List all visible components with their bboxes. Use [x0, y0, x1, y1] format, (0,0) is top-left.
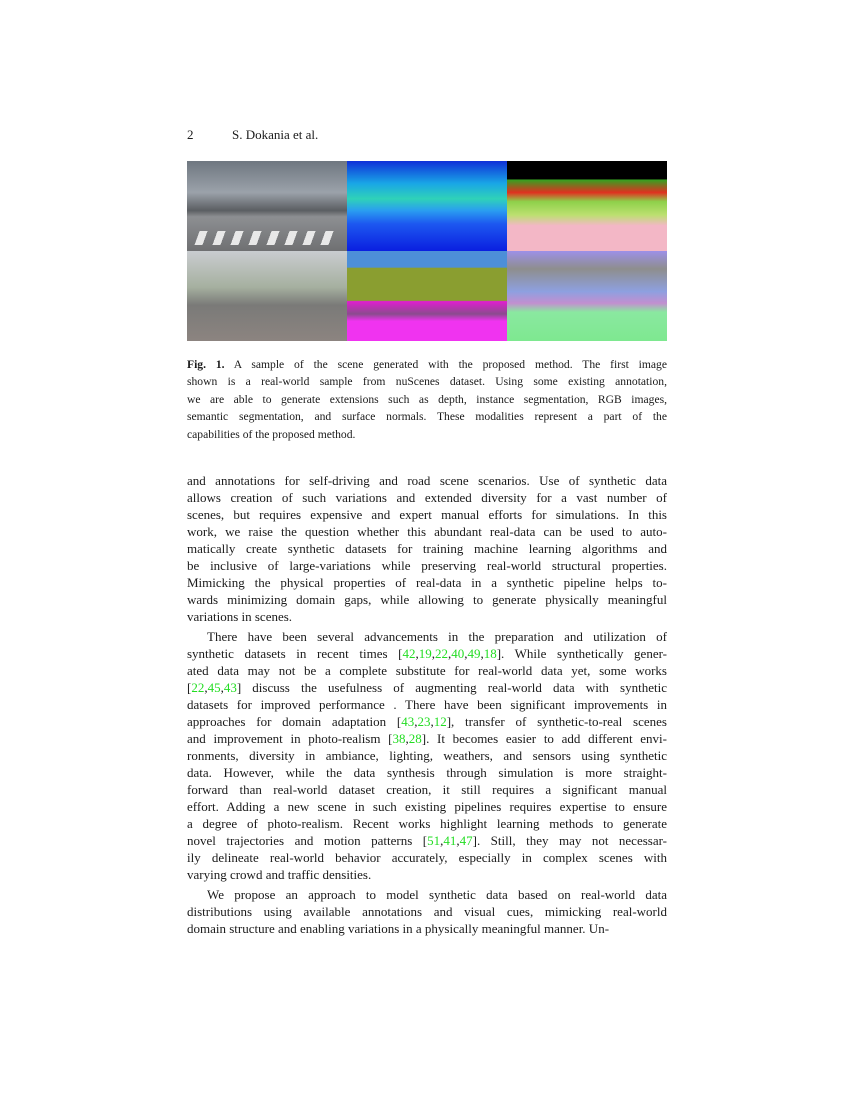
page-number: 2 — [187, 127, 194, 142]
citation-link[interactable]: 38 — [392, 731, 406, 746]
figure-panel-instance-segmentation — [507, 161, 667, 251]
text-line — [187, 815, 667, 832]
text-segment: domain structure and enabling variations in a physically meaningful manner. Un- — [187, 921, 610, 936]
text-line — [187, 628, 667, 645]
citation-link[interactable]: 47 — [459, 833, 473, 848]
citation-link[interactable]: 40 — [451, 646, 465, 661]
figure-panel-rgb — [187, 251, 347, 341]
citation-link[interactable]: 43 — [223, 680, 237, 695]
text-line — [187, 730, 667, 747]
text-segment: data. However, while the data synthesis through simulation is more straight- — [187, 765, 667, 780]
caption-line — [187, 408, 667, 425]
text-line — [187, 696, 667, 713]
citation-link[interactable]: 28 — [408, 731, 422, 746]
caption-text: A sample of the scene generated with the proposed method. The first image — [224, 358, 668, 371]
text-segment: ] discuss the usefulness of augmenting real-world data with synthetic — [236, 680, 667, 695]
text-line — [187, 540, 667, 557]
text-segment: We propose an approach to model synthetic data based on real-world data — [207, 887, 667, 902]
text-segment: , — [464, 646, 468, 661]
text-line — [187, 574, 667, 591]
text-line — [187, 489, 667, 506]
caption-text: shown is a real-world sample from nuScenes dataset. Using some existing annotation, — [187, 375, 667, 389]
text-segment: , — [447, 646, 452, 661]
text-line — [187, 920, 667, 937]
citation-link[interactable]: 22 — [191, 680, 205, 695]
text-segment: , — [204, 680, 208, 695]
citation-link[interactable]: 22 — [434, 646, 448, 661]
text-segment: variations in scenes. — [187, 609, 293, 624]
text-segment: ]. It becomes easier to add different envi- — [421, 731, 668, 746]
figure-panel-surface-normals — [507, 251, 667, 341]
text-segment: varying crowd and traffic densities. — [187, 867, 372, 882]
text-segment: novel trajectories and motion patterns [ — [187, 833, 428, 848]
text-line — [187, 608, 667, 625]
text-segment: forward than real-world dataset creation, it still requires a significant manual — [187, 782, 667, 797]
figure-panel-real-world — [187, 161, 347, 251]
text-segment: There have been several advancements in the preparation and utilization of — [207, 629, 667, 644]
text-segment: datasets for improved performance . There have been significant improvements in — [187, 697, 667, 712]
citation-link[interactable]: 12 — [433, 714, 447, 729]
caption-line — [187, 356, 667, 373]
text-segment: scenes, but requires expensive and expert manual efforts for simulations. In this — [187, 507, 667, 522]
text-segment: a degree of photo-realism. Recent works highlight learning methods to generate — [187, 816, 667, 831]
citation-link[interactable]: 18 — [483, 646, 497, 661]
text-segment: ]. Still, they may not necessar- — [472, 833, 668, 848]
citation-link[interactable]: 23 — [417, 714, 431, 729]
text-line — [187, 903, 667, 920]
text-line — [187, 713, 667, 730]
caption-line — [187, 373, 667, 390]
text-line — [187, 747, 667, 764]
text-segment: distributions using available annotations and visual cues, mimicking real-world — [187, 904, 667, 919]
text-segment: approaches for domain adaptation [ — [187, 714, 402, 729]
text-line — [187, 798, 667, 815]
text-segment: Mimicking the physical properties of real-data in a synthetic pipeline helps to- — [187, 575, 667, 590]
text-line — [187, 591, 667, 608]
text-segment: , — [480, 646, 484, 661]
text-segment: allows creation of such variations and extended diversity for a vast number of — [187, 490, 667, 505]
running-head: S. Dokania et al. — [232, 127, 319, 142]
text-line — [187, 849, 667, 866]
text-line — [187, 886, 667, 903]
paragraph — [187, 472, 667, 625]
citation-link[interactable]: 19 — [418, 646, 432, 661]
text-segment: ], transfer of synthetic-to-real scenes — [446, 714, 667, 729]
citation-link[interactable]: 41 — [443, 833, 457, 848]
text-line — [187, 523, 667, 540]
text-segment: be inclusive of large-variations while preserving real-world structural properties. — [187, 558, 667, 573]
text-segment: [ — [187, 680, 192, 695]
figure-panel-depth — [347, 161, 507, 251]
text-segment: and improvement in photo-realism [ — [187, 731, 393, 746]
body-text — [187, 472, 667, 940]
citation-link[interactable]: 49 — [467, 646, 481, 661]
text-segment: ated data may not be a complete substitute for real-world data yet, some works — [187, 663, 667, 678]
text-line — [187, 679, 667, 696]
caption-text: capabilities of the proposed method. — [187, 427, 356, 441]
text-segment: , — [431, 646, 435, 661]
text-segment: , — [220, 680, 224, 695]
text-segment: , — [405, 731, 409, 746]
figure-caption — [187, 356, 667, 443]
paragraph — [187, 628, 667, 883]
text-line — [187, 866, 667, 883]
citation-link[interactable]: 42 — [402, 646, 416, 661]
text-line — [187, 645, 667, 662]
paragraph — [187, 886, 667, 937]
text-segment: , — [456, 833, 460, 848]
text-segment: , — [440, 833, 444, 848]
text-line — [187, 764, 667, 781]
text-segment: synthetic datasets in recent times [ — [187, 646, 403, 661]
text-line — [187, 832, 667, 849]
caption-text: we are able to generate extensions such as depth, instance segmentation, RGB images, — [187, 392, 667, 406]
caption-label: Fig. 1. — [187, 358, 225, 371]
text-segment: matically create synthetic datasets for training machine learning algorithms and — [187, 541, 667, 556]
figure-1 — [187, 161, 667, 341]
text-line — [187, 506, 667, 523]
citation-link[interactable]: 51 — [427, 833, 441, 848]
text-segment: , — [430, 714, 434, 729]
citation-link[interactable]: 43 — [401, 714, 415, 729]
text-segment: ronments, diversity in ambiance, lighting, weathers, and sensors using synthetic — [187, 748, 667, 763]
text-segment: ]. While synthetically gener- — [496, 646, 667, 661]
text-line — [187, 472, 667, 489]
text-line — [187, 781, 667, 798]
citation-link[interactable]: 45 — [207, 680, 221, 695]
text-segment: wards minimizing domain gaps, while allowing to generate physically meaningful — [187, 592, 667, 607]
text-line — [187, 557, 667, 574]
text-segment: , — [415, 646, 419, 661]
caption-line — [187, 426, 667, 443]
text-segment: ily delineate real-world behavior accurately, especially in complex scenes with — [187, 850, 667, 865]
text-segment: , — [414, 714, 418, 729]
text-segment: effort. Adding a new scene in such existing pipelines requires expertise to ensure — [187, 799, 667, 814]
caption-line — [187, 391, 667, 408]
text-line — [187, 662, 667, 679]
caption-text: semantic segmentation, and surface normals. These modalities represent a part of the — [187, 410, 667, 424]
text-segment: work, we raise the question whether this abundant real-data can be used to auto- — [187, 524, 667, 539]
text-segment: and annotations for self-driving and road scene scenarios. Use of synthetic data — [187, 473, 667, 488]
figure-panel-semantic-segmentation — [347, 251, 507, 341]
